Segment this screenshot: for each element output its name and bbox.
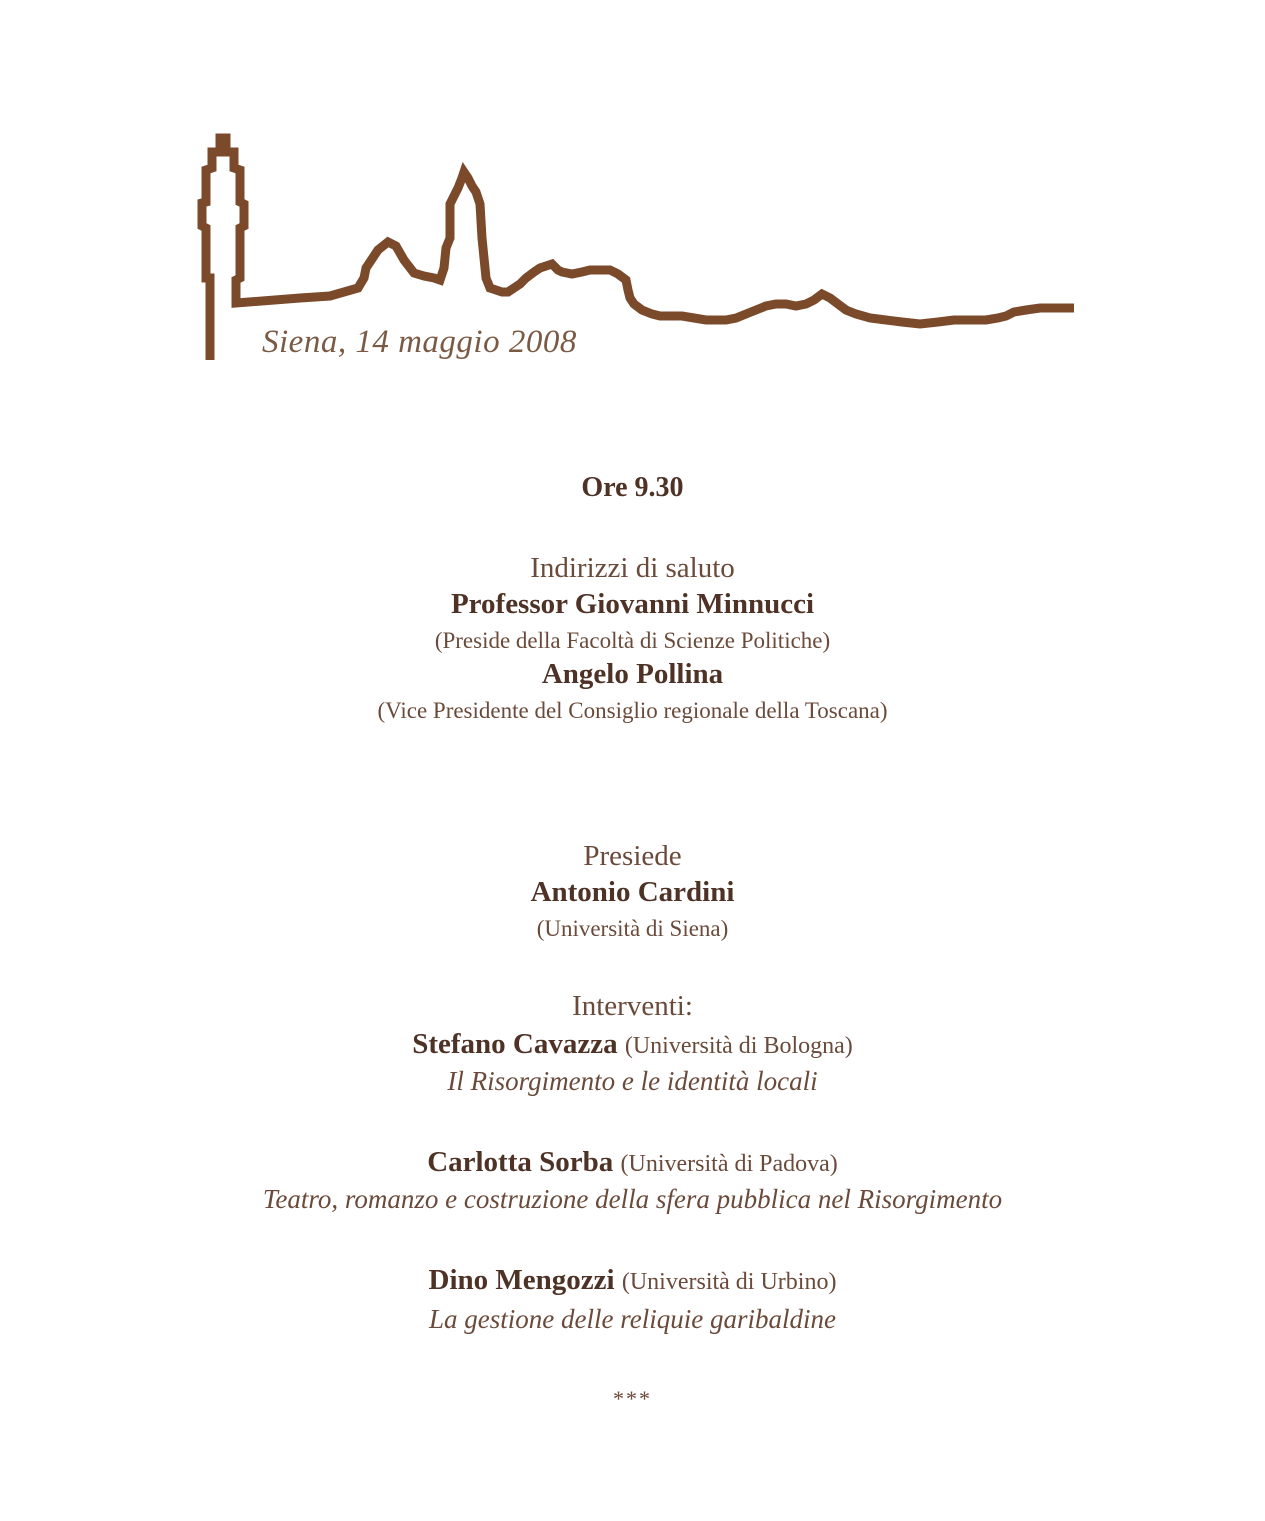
greetings-label: Indirizzi di saluto: [530, 552, 735, 584]
talk-speaker: [0, 1264, 1265, 1297]
greeting-speaker-role: (Preside della Facoltà di Scienze Politiche): [434, 628, 831, 653]
talk-speaker-affiliation: (Università di Urbino): [621, 1269, 837, 1295]
talk-speaker-name: Carlotta Sorba: [427, 1146, 614, 1178]
talk-speaker-affiliation: (Università di Bologna): [624, 1033, 853, 1059]
talk-speaker-name: Stefano Cavazza: [412, 1028, 618, 1060]
greeting-speaker-name: Professor Giovanni Minnucci: [450, 588, 815, 620]
talk-title: Teatro, romanzo e costruzione della sfera pubblica nel Risorgimento: [262, 1184, 1003, 1214]
session-time: Ore 9.30: [581, 472, 684, 503]
talks-label: Interventi:: [572, 990, 693, 1022]
talk-speaker-affiliation: (Università di Padova): [620, 1151, 838, 1177]
talk-speaker: [0, 1028, 1265, 1061]
greeting-speaker-name: Angelo Pollina: [541, 658, 724, 690]
greeting-speaker-role: (Vice Presidente del Consiglio regionale della Toscana): [377, 698, 888, 723]
section-separator: ***: [613, 1386, 652, 1411]
header: [190, 128, 1090, 368]
chair-affiliation: (Università di Siena): [536, 916, 729, 941]
talk-speaker-name: Dino Mengozzi: [428, 1264, 615, 1296]
chair-name: Antonio Cardini: [530, 876, 735, 908]
talk-speaker: [0, 1146, 1265, 1179]
talk-title: La gestione delle reliquie garibaldine: [429, 1304, 836, 1334]
chair-label: Presiede: [583, 840, 682, 872]
talk-title: Il Risorgimento e le identità locali: [447, 1066, 818, 1096]
event-date: Siena, 14 maggio 2008: [262, 324, 577, 360]
